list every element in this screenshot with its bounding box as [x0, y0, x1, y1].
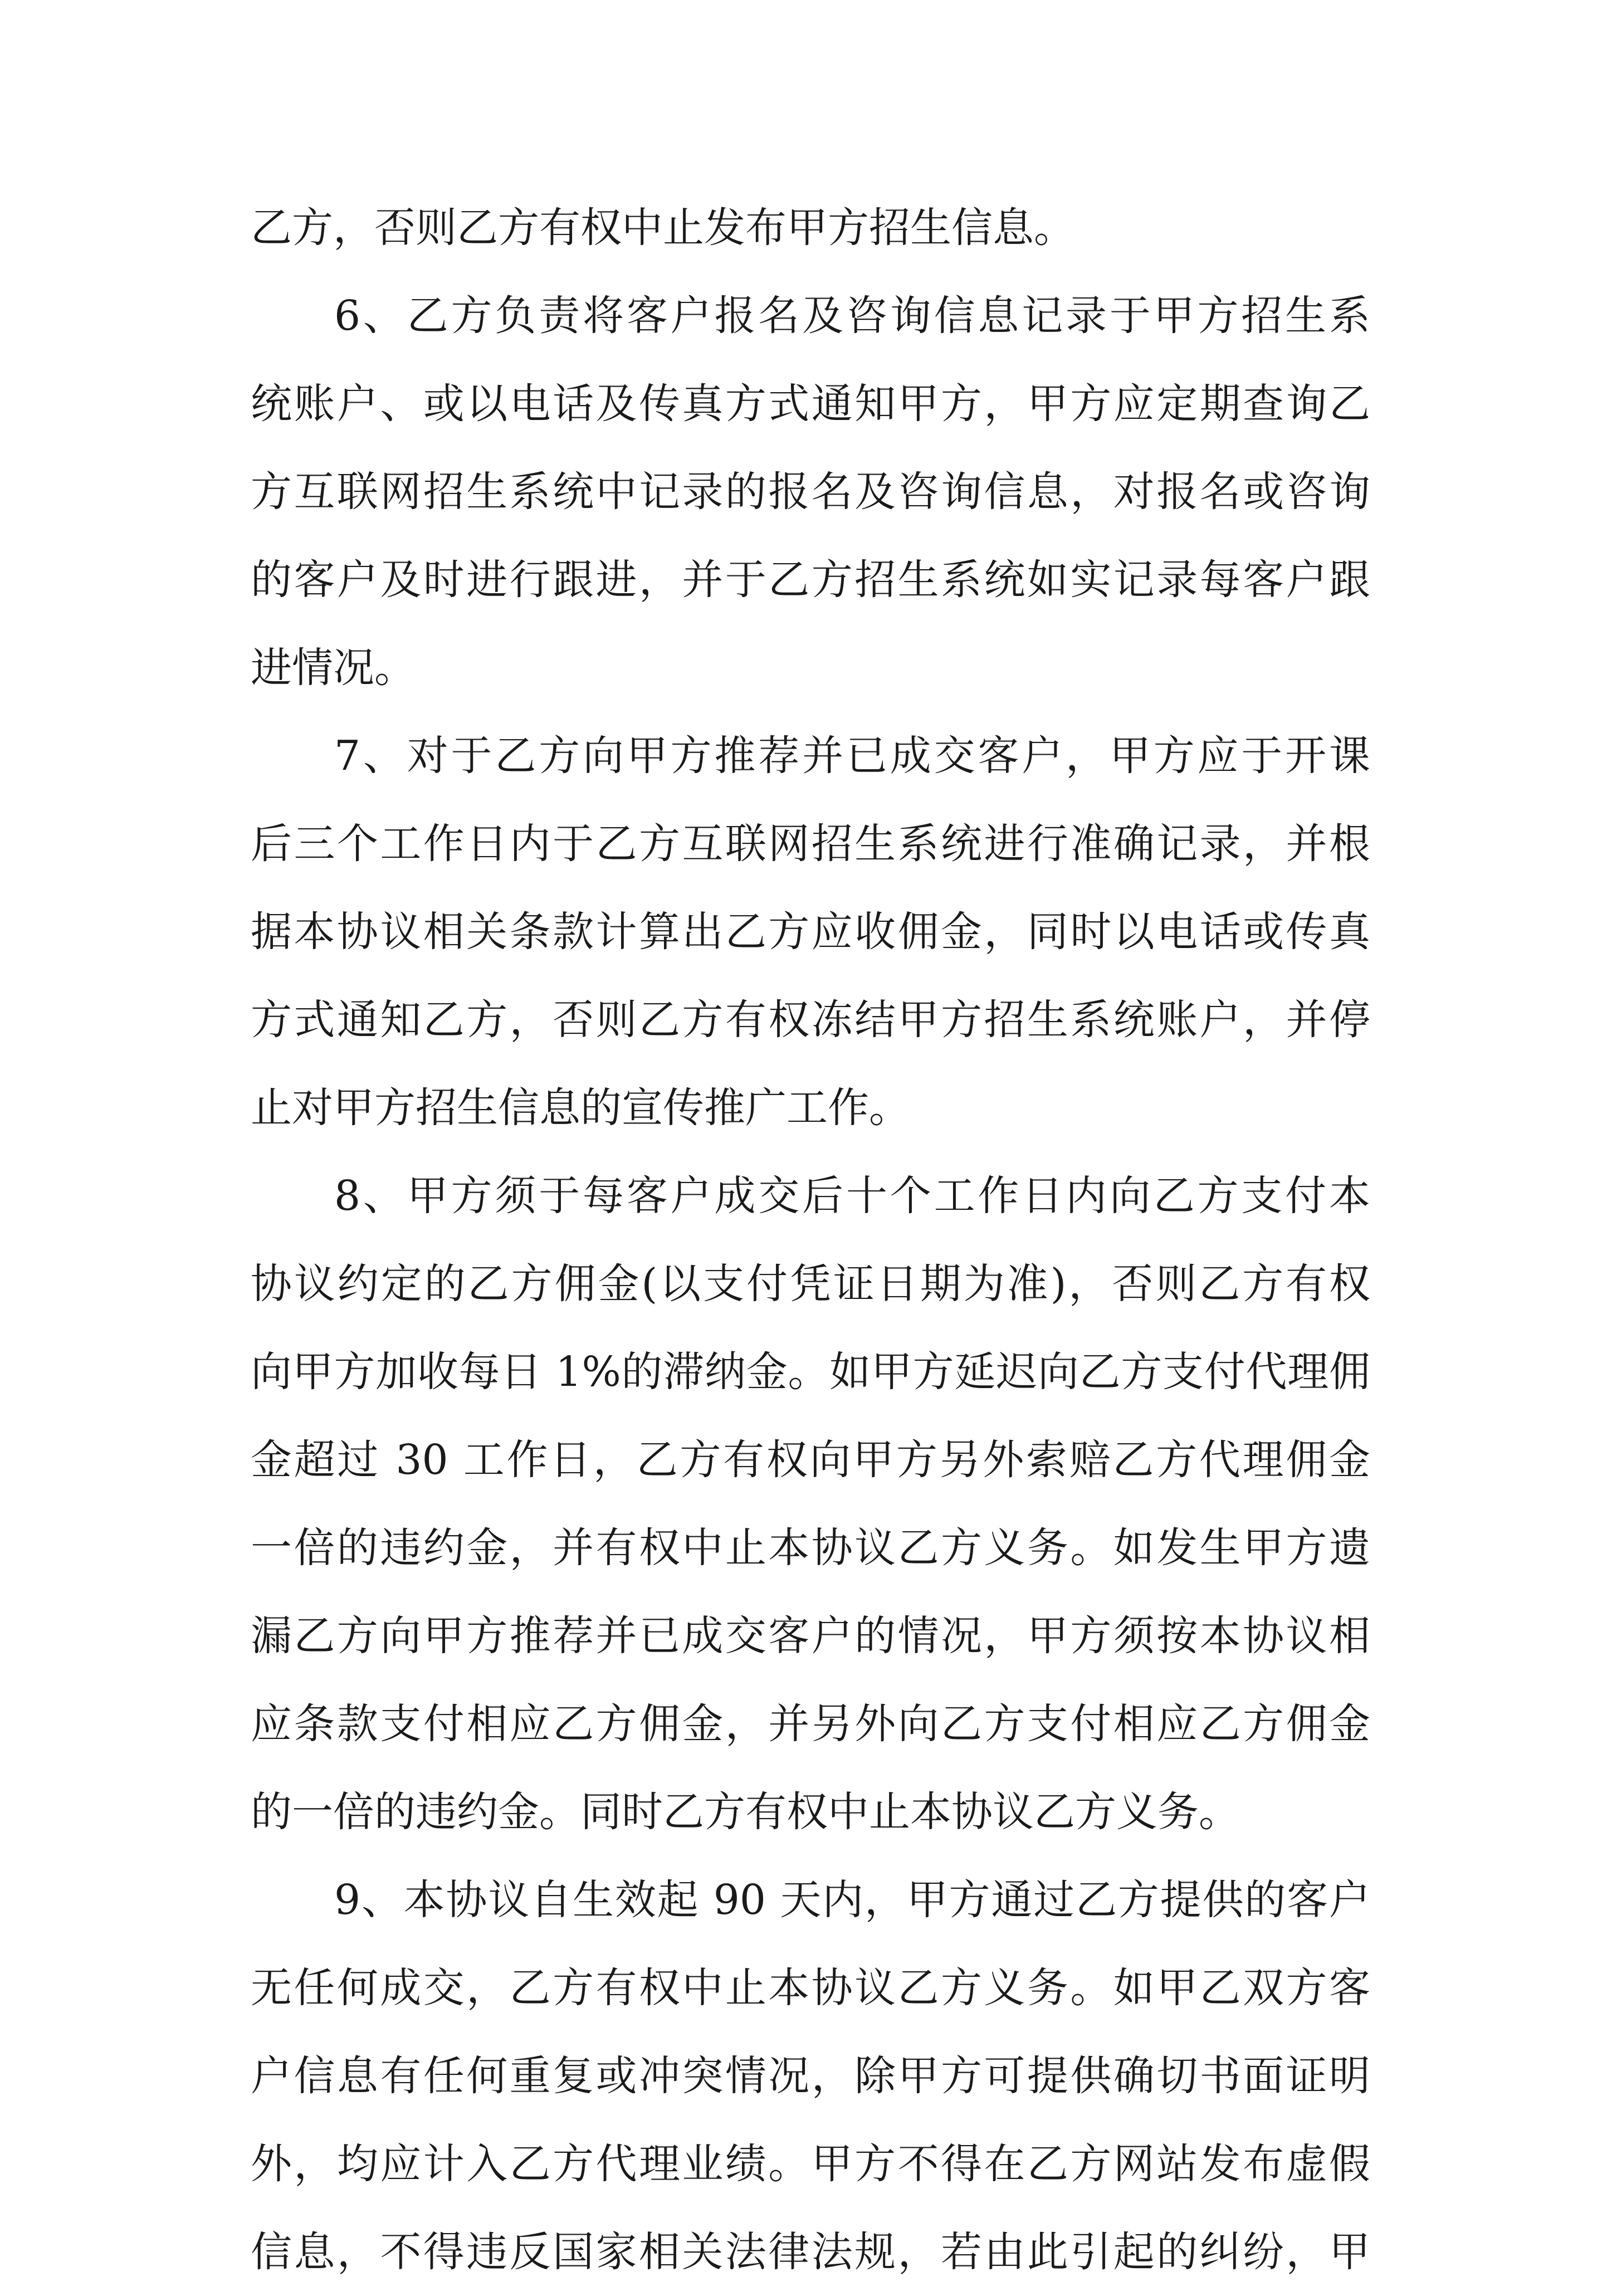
clause-9-first-line: 9、本协议自生效起 90 天内，甲方通过乙方提供的客户 — [334, 1876, 1370, 1924]
text-line: 外，均应计入乙方代理业绩。甲方不得在乙方网站发布虚假 — [251, 2140, 1370, 2188]
clause-6-first-line: 6、乙方负责将客户报名及咨询信息记录于甲方招生系 — [334, 292, 1370, 340]
text-line: 信息，不得违反国家相关法律法规，若由此引起的纠纷，甲 — [251, 2228, 1370, 2276]
clause-7-first-line: 7、对于乙方向甲方推荐并已成交客户，甲方应于开课 — [334, 732, 1370, 780]
text-line: 向甲方加收每日 1%的滞纳金。如甲方延迟向乙方支付代理佣 — [251, 1348, 1370, 1396]
text-line: 方互联网招生系统中记录的报名及咨询信息，对报名或咨询 — [251, 468, 1370, 516]
text-line: 据本协议相关条款计算出乙方应收佣金，同时以电话或传真 — [251, 908, 1370, 956]
text-line: 进情况。 — [251, 644, 416, 692]
text-line: 止对甲方招生信息的宣传推广工作。 — [251, 1084, 910, 1132]
text-line: 统账户、或以电话及传真方式通知甲方，甲方应定期查询乙 — [251, 380, 1370, 428]
text-line: 协议约定的乙方佣金(以支付凭证日期为准)，否则乙方有权 — [251, 1260, 1370, 1308]
text-line: 方式通知乙方，否则乙方有权冻结甲方招生系统账户，并停 — [251, 996, 1370, 1044]
text-line: 金超过 30 工作日，乙方有权向甲方另外索赔乙方代理佣金 — [251, 1436, 1370, 1484]
document-body — [251, 184, 1370, 2296]
clause-8-first-line: 8、甲方须于每客户成交后十个工作日内向乙方支付本 — [334, 1172, 1370, 1220]
text-line: 一倍的违约金，并有权中止本协议乙方义务。如发生甲方遗 — [251, 1524, 1370, 1572]
text-line: 后三个工作日内于乙方互联网招生系统进行准确记录，并根 — [251, 820, 1370, 868]
text-line: 的客户及时进行跟进，并于乙方招生系统如实记录每客户跟 — [251, 556, 1370, 604]
text-line: 的一倍的违约金。同时乙方有权中止本协议乙方义务。 — [251, 1788, 1240, 1836]
text-line: 漏乙方向甲方推荐并已成交客户的情况，甲方须按本协议相 — [251, 1612, 1370, 1660]
text-line: 乙方，否则乙方有权中止发布甲方招生信息。 — [251, 204, 1075, 252]
text-line: 无任何成交，乙方有权中止本协议乙方义务。如甲乙双方客 — [251, 1964, 1370, 2012]
text-line: 应条款支付相应乙方佣金，并另外向乙方支付相应乙方佣金 — [251, 1700, 1370, 1748]
text-line: 户信息有任何重复或冲突情况，除甲方可提供确切书面证明 — [251, 2052, 1370, 2100]
